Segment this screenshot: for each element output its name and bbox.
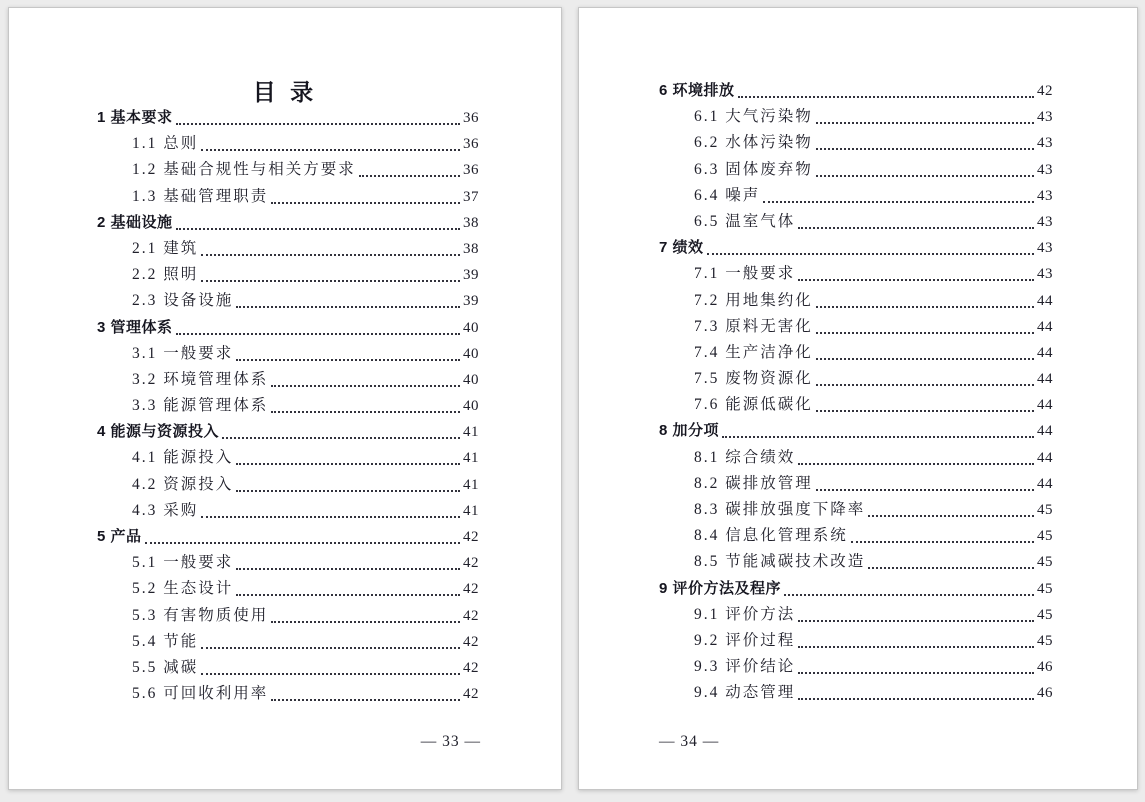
toc-entry-page-number: 39: [463, 267, 479, 284]
toc-entry-page-number: 43: [1037, 161, 1053, 178]
dot-leader: [236, 445, 460, 465]
toc-entry-label: 7.3 原料无害化: [694, 317, 813, 335]
toc-entry[interactable]: [659, 261, 1053, 287]
toc-entry-label: 9.1 评价方法: [694, 605, 796, 623]
toc-entry-label: 6.5 温室气体: [694, 212, 796, 230]
toc-list-left: [97, 105, 479, 707]
toc-entry-page-number: 44: [1037, 344, 1053, 361]
dot-leader: [236, 576, 460, 596]
toc-entry-label: 7.6 能源低碳化: [694, 396, 813, 414]
toc-entry-label: 6.2 水体污染物: [694, 134, 813, 152]
dot-leader: [201, 262, 460, 282]
dot-leader: [798, 628, 1034, 648]
toc-entry[interactable]: [659, 157, 1053, 183]
toc-entry-page-number: 45: [1037, 632, 1053, 649]
toc-entry[interactable]: [659, 549, 1053, 575]
dot-leader: [816, 392, 1034, 412]
toc-entry-label: 2 基础设施: [97, 213, 173, 231]
toc-entry[interactable]: [659, 209, 1053, 235]
dot-leader: [816, 288, 1034, 308]
toc-entry-page-number: 41: [463, 424, 479, 441]
toc-entry[interactable]: [97, 655, 479, 681]
toc-entry-page-number: 40: [463, 345, 479, 362]
toc-entry-label: 8 加分项: [659, 422, 720, 440]
toc-entry-page-number: 44: [1037, 423, 1053, 440]
toc-entry-label: 5.2 生态设计: [132, 580, 234, 598]
toc-entry[interactable]: [97, 157, 479, 183]
toc-entry-page-number: 38: [463, 214, 479, 231]
dot-leader: [816, 340, 1034, 360]
dot-leader: [798, 261, 1034, 281]
toc-entry-label: 4.2 资源投入: [132, 475, 234, 493]
dot-leader: [816, 366, 1034, 386]
toc-entry[interactable]: [659, 235, 1053, 261]
toc-entry-label: 2.3 设备设施: [132, 292, 234, 310]
toc-entry[interactable]: [97, 236, 479, 262]
toc-entry-page-number: 46: [1037, 685, 1053, 702]
dot-leader: [816, 157, 1034, 177]
toc-entry[interactable]: [659, 654, 1053, 680]
toc-entry[interactable]: [97, 524, 479, 550]
toc-entry-page-number: 37: [463, 188, 479, 205]
toc-entry-label: 8.4 信息化管理系统: [694, 527, 848, 545]
toc-entry-page-number: 39: [463, 293, 479, 310]
toc-entry-page-number: 41: [463, 476, 479, 493]
toc-entry-page-number: 42: [463, 633, 479, 650]
dot-leader: [236, 288, 460, 308]
toc-entry-page-number: 44: [1037, 475, 1053, 492]
toc-entry-label: 7.4 生产洁净化: [694, 343, 813, 361]
toc-entry-label: 5.3 有害物质使用: [132, 606, 269, 624]
toc-entry-page-number: 45: [1037, 606, 1053, 623]
dot-leader: [201, 131, 460, 151]
page-number-footer: — 34 —: [659, 733, 720, 750]
toc-entry[interactable]: [659, 628, 1053, 654]
dot-leader: [816, 130, 1034, 150]
toc-entry-page-number: 42: [463, 659, 479, 676]
dot-leader: [222, 419, 460, 439]
toc-entry-page-number: 42: [463, 581, 479, 598]
toc-entry-label: 8.5 节能减碳技术改造: [694, 553, 866, 571]
toc-entry[interactable]: [97, 367, 479, 393]
toc-entry-page-number: 44: [1037, 292, 1053, 309]
toc-entry[interactable]: [97, 105, 479, 131]
toc-entry-label: 9.4 动态管理: [694, 684, 796, 702]
toc-entry-page-number: 45: [1037, 554, 1053, 571]
toc-entry-label: 8.2 碳排放管理: [694, 474, 813, 492]
toc-entry-label: 5.1 一般要求: [132, 554, 234, 572]
toc-entry-label: 1.3 基础管理职责: [132, 187, 269, 205]
dot-leader: [798, 654, 1034, 674]
toc-entry[interactable]: [97, 288, 479, 314]
toc-entry-label: 9.3 评价结论: [694, 658, 796, 676]
dot-leader: [359, 157, 460, 177]
page-34: [578, 7, 1138, 790]
toc-entry[interactable]: [97, 629, 479, 655]
toc-entry-label: 4.3 采购: [132, 501, 199, 519]
toc-entry-label: 9.2 评价过程: [694, 631, 796, 649]
toc-entry[interactable]: [659, 680, 1053, 706]
dot-leader: [707, 235, 1034, 255]
toc-entry-page-number: 43: [1037, 135, 1053, 152]
toc-entry-label: 3 管理体系: [97, 318, 173, 336]
toc-entry[interactable]: [97, 603, 479, 629]
toc-entry-page-number: 36: [463, 162, 479, 179]
dot-leader: [868, 497, 1034, 517]
toc-entry-page-number: 44: [1037, 449, 1053, 466]
toc-entry-page-number: 42: [1037, 83, 1053, 99]
toc-entry-label: 7 绩效: [659, 239, 704, 257]
dot-leader: [816, 471, 1034, 491]
toc-entry-page-number: 46: [1037, 659, 1053, 676]
toc-entry[interactable]: [97, 498, 479, 524]
toc-entry-label: 6.3 固体废弃物: [694, 160, 813, 178]
toc-entry-page-number: 43: [1037, 187, 1053, 204]
toc-entry-label: 1.1 总则: [132, 135, 199, 153]
dot-leader: [271, 603, 460, 623]
toc-entry-page-number: 45: [1037, 502, 1053, 518]
toc-entry-page-number: 40: [463, 398, 479, 415]
toc-entry[interactable]: [659, 288, 1053, 314]
toc-entry-page-number: 40: [463, 371, 479, 388]
toc-entry-page-number: 43: [1037, 109, 1053, 126]
toc-entry-page-number: 43: [1037, 240, 1053, 257]
dot-leader: [201, 236, 460, 256]
toc-entry[interactable]: [97, 472, 479, 498]
toc-entry-page-number: 45: [1037, 580, 1053, 597]
toc-entry[interactable]: [97, 315, 479, 341]
toc-title: 目 录: [252, 79, 318, 105]
toc-entry-label: 3.1 一般要求: [132, 344, 234, 362]
toc-entry[interactable]: [659, 183, 1053, 209]
dot-leader: [784, 576, 1034, 596]
toc-entry-page-number: 42: [463, 686, 479, 703]
toc-entry[interactable]: [97, 550, 479, 576]
dot-leader: [145, 524, 460, 544]
toc-entry-label: 5.6 可回收利用率: [132, 685, 269, 703]
toc-entry-label: 2.1 建筑: [132, 239, 199, 257]
toc-entry-label: 8.3 碳排放强度下降率: [694, 501, 866, 518]
toc-entry[interactable]: [97, 576, 479, 602]
toc-entry-page-number: 41: [463, 450, 479, 467]
dot-leader: [798, 209, 1034, 229]
toc-entry-label: 6.4 噪声: [694, 186, 761, 204]
dot-leader: [816, 314, 1034, 334]
dot-leader: [176, 315, 460, 335]
dot-leader: [236, 550, 460, 570]
toc-entry-page-number: 36: [463, 136, 479, 153]
toc-entry-page-number: 38: [463, 240, 479, 257]
dot-leader: [851, 523, 1034, 543]
toc-entry-label: 7.5 废物资源化: [694, 370, 813, 388]
dot-leader: [798, 680, 1034, 700]
toc-entry-page-number: 41: [463, 502, 479, 519]
toc-entry[interactable]: [97, 210, 479, 236]
toc-entry[interactable]: [659, 366, 1053, 392]
toc-entry[interactable]: [659, 314, 1053, 340]
toc-entry-page-number: 44: [1037, 371, 1053, 388]
toc-entry-page-number: 42: [463, 607, 479, 624]
toc-entry[interactable]: [97, 445, 479, 471]
toc-entry[interactable]: [97, 184, 479, 210]
toc-entry[interactable]: [659, 130, 1053, 156]
page-33: [8, 7, 562, 790]
toc-entry-label: 3.2 环境管理体系: [132, 370, 269, 388]
toc-entry[interactable]: [659, 471, 1053, 497]
toc-entry[interactable]: [659, 392, 1053, 418]
dot-leader: [798, 445, 1034, 465]
toc-entry[interactable]: [97, 341, 479, 367]
toc-entry-label: 5.5 减碳: [132, 658, 199, 676]
toc-entry[interactable]: [659, 576, 1053, 602]
toc-entry-page-number: 44: [1037, 318, 1053, 335]
toc-entry-label: 5 产品: [97, 528, 142, 545]
toc-entry[interactable]: [659, 418, 1053, 444]
toc-entry-label: 3.3 能源管理体系: [132, 397, 269, 415]
dot-leader: [271, 184, 460, 204]
toc-entry-label: 8.1 综合绩效: [694, 448, 796, 466]
toc-entry[interactable]: [659, 340, 1053, 366]
toc-entry-label: 6.1 大气污染物: [694, 108, 813, 126]
toc-list-right: [659, 78, 1053, 707]
toc-entry[interactable]: [659, 497, 1053, 523]
toc-entry[interactable]: [659, 445, 1053, 471]
dot-leader: [722, 418, 1034, 438]
toc-entry[interactable]: [659, 78, 1053, 104]
toc-entry[interactable]: [659, 104, 1053, 130]
toc-entry-page-number: 36: [463, 110, 479, 126]
toc-entry[interactable]: [97, 681, 479, 707]
dot-leader: [798, 602, 1034, 622]
toc-entry[interactable]: [659, 602, 1053, 628]
toc-entry-page-number: 43: [1037, 213, 1053, 230]
toc-entry-page-number: 44: [1037, 397, 1053, 414]
dot-leader: [868, 549, 1034, 569]
dot-leader: [271, 393, 460, 413]
dot-leader: [201, 498, 460, 518]
toc-entry-page-number: 42: [463, 529, 479, 545]
toc-entry-label: 1 基本要求: [97, 109, 173, 126]
toc-entry-label: 4.1 能源投入: [132, 449, 234, 467]
toc-entry-label: 1.2 基础合规性与相关方要求: [132, 161, 356, 179]
dot-leader: [201, 655, 460, 675]
toc-entry-label: 6 环境排放: [659, 82, 735, 99]
toc-entry-label: 9 评价方法及程序: [659, 579, 782, 597]
toc-entry[interactable]: [97, 131, 479, 157]
dot-leader: [271, 681, 460, 701]
toc-entry-page-number: 45: [1037, 528, 1053, 545]
dot-leader: [271, 367, 460, 387]
dot-leader: [816, 104, 1034, 124]
toc-entry-page-number: 40: [463, 319, 479, 336]
dot-leader: [236, 341, 460, 361]
dot-leader: [738, 78, 1034, 98]
dot-leader: [176, 210, 460, 230]
toc-entry-page-number: 42: [463, 555, 479, 572]
toc-entry[interactable]: [97, 393, 479, 419]
dot-leader: [176, 105, 460, 125]
toc-entry-label: 7.2 用地集约化: [694, 291, 813, 309]
dot-leader: [201, 629, 460, 649]
toc-entry[interactable]: [659, 523, 1053, 549]
toc-entry[interactable]: [97, 262, 479, 288]
dot-leader: [236, 472, 460, 492]
toc-entry-page-number: 43: [1037, 266, 1053, 283]
toc-entry-label: 5.4 节能: [132, 632, 199, 650]
page-number-footer: — 33 —: [420, 733, 481, 750]
dot-leader: [763, 183, 1034, 203]
toc-entry-label: 7.1 一般要求: [694, 265, 796, 283]
toc-entry[interactable]: [97, 419, 479, 445]
toc-entry-label: 2.2 照明: [132, 266, 199, 284]
toc-entry-label: 4 能源与资源投入: [97, 423, 220, 441]
